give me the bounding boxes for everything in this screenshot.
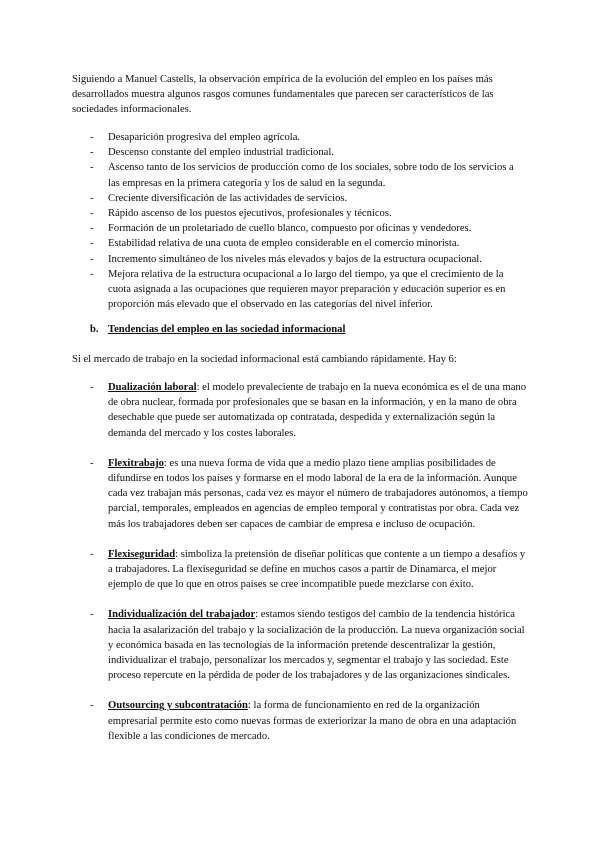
bullet-dash: -	[90, 238, 94, 250]
bullet-dash: -	[90, 253, 94, 265]
list-item-text: Desaparición progresiva del empleo agrícola.	[108, 132, 301, 143]
lead-paragraph: Si el mercado de trabajo en la sociedad informacional está cambiando rápidamente. Hay 6:	[72, 354, 457, 365]
trend-text: : el modelo prevaleciente de trabajo en la nueva económica es el de una mano de obra nuclear, formada por profesionales que se basan en la información, y en la mano de obra desechable que puede ser automatizada op contratada, despedida y externalización según la demanda del mercado y los costes laborales.	[108, 382, 527, 439]
trends-list	[90, 380, 528, 759]
bullet-dash: -	[90, 609, 94, 621]
bullet-dash: -	[90, 700, 94, 712]
trend-text: : simboliza la pretensión de diseñar políticas que contente a un tiempo a desafíos y a trabajadores. La flexiseguridad se define en muchos casos a partir de Dinamarca, el mejor ejemplo de que lo que en otros países se cree incompatible puede mezclarse con éxito.	[108, 548, 526, 591]
list-item-text: Formación de un proletariado de cuello blanco, compuesto por oficinas y vendedores.	[108, 223, 472, 235]
list-item	[90, 221, 528, 236]
section-heading	[90, 322, 528, 337]
trend-text: : es una nueva forma de vida que a medio plazo tiene amplias posibilidades de difundirse en todos los países y formarse en el modo laboral de la era de la información. Aunque cada vez trabajan más personas, cada vez es mayor el número de trabajadores autónomos, a tiempo parcial, temporales, empleados en agencias de empleo temporal y contratistas por obra. Cada vez más los trabajadores deben ser capaces de cambiar de empresa e incluso de ocupación.	[108, 457, 528, 530]
bullet-dash: -	[90, 147, 94, 159]
section-title: Tendencias del empleo en las sociedad informacional	[108, 324, 346, 335]
section-number: b.	[90, 324, 99, 335]
list-item-text: Creciente diversificación de las actividades de servicios.	[108, 192, 348, 204]
intro-paragraph: Siguiendo a Manuel Castells, la observación empírica de la evolución del empleo en los países más desarrollados muestra algunos rasgos comunes fundamentales que parecen ser característicos de las sociedades informacionales.	[72, 74, 494, 116]
trend-text: : la forma de funcionamiento en red de la organización empresarial permite esto como nuevas formas de exteriorizar la mano de obra en una adaptación flexible a las condiciones de mercado.	[108, 700, 517, 742]
list-item	[90, 252, 528, 267]
list-item-text: Rápido ascenso de los puestos ejecutivos, profesionales y técnicos.	[108, 208, 392, 220]
list-item	[90, 206, 528, 221]
bullet-dash: -	[90, 132, 94, 143]
list-item-text: Estabilidad relativa de una cuota de empleo considerable en el comercio minorista.	[108, 238, 460, 250]
list-item	[90, 236, 528, 251]
list-item	[90, 547, 528, 593]
list-item-text: Mejora relativa de la estructura ocupacional a lo largo del tiempo, ya que el crecimiento de la cuota asignada a las ocupaciones que requieren mayor preparación y educación superior es en proporción más elevado que el observado en las categorías del nivel inferior.	[108, 268, 506, 311]
trend-term: Outsourcing y subcontratación	[108, 700, 248, 712]
list-item	[90, 145, 528, 160]
list-item	[90, 607, 528, 683]
list-item	[90, 698, 528, 744]
bullet-dash: -	[90, 192, 94, 204]
list-item	[90, 191, 528, 206]
bullet-dash: -	[90, 223, 94, 235]
trend-text: : estamos siendo testigos del cambio de la tendencia histórica hacia la asalarización del trabajo y la socialización de la producción. La nueva organización social y económica basada en las tecnologías de la información pretende descentralizar la gestión, individualizar el trabajo, personalizar los mercados y, segmentar el trabajo y las sociedad. Este proceso repercute en la pérdida de poder de los trabajadores y de las organizaciones sindicales.	[108, 609, 525, 682]
bullet-dash: -	[90, 382, 94, 393]
list-item-text: Descenso constante del empleo industrial tradicional.	[108, 147, 334, 159]
list-item-text: Incremento simultáneo de los niveles más elevados y bajos de la estructura ocupacional.	[108, 253, 482, 265]
bullet-dash: -	[90, 208, 94, 220]
bullet-dash: -	[90, 162, 94, 174]
list-item	[90, 160, 528, 190]
list-item	[90, 456, 528, 532]
bullet-dash: -	[90, 268, 94, 280]
list-item-text: Ascenso tanto de los servicios de producción como de los sociales, sobre todo de los servicios a las empresas en la primera categoría y los de salud en la segunda.	[108, 162, 514, 189]
bullet-dash: -	[90, 457, 94, 469]
trend-term: Dualización laboral	[108, 382, 197, 393]
features-list	[90, 130, 528, 312]
list-item	[90, 267, 528, 313]
trend-term: Flexiseguridad	[108, 548, 176, 560]
list-item	[90, 130, 528, 145]
trend-term: Flexitrabajo	[108, 457, 164, 469]
bullet-dash: -	[90, 548, 94, 560]
trend-term: Individualización del trabajador	[108, 609, 256, 621]
list-item	[90, 380, 528, 441]
